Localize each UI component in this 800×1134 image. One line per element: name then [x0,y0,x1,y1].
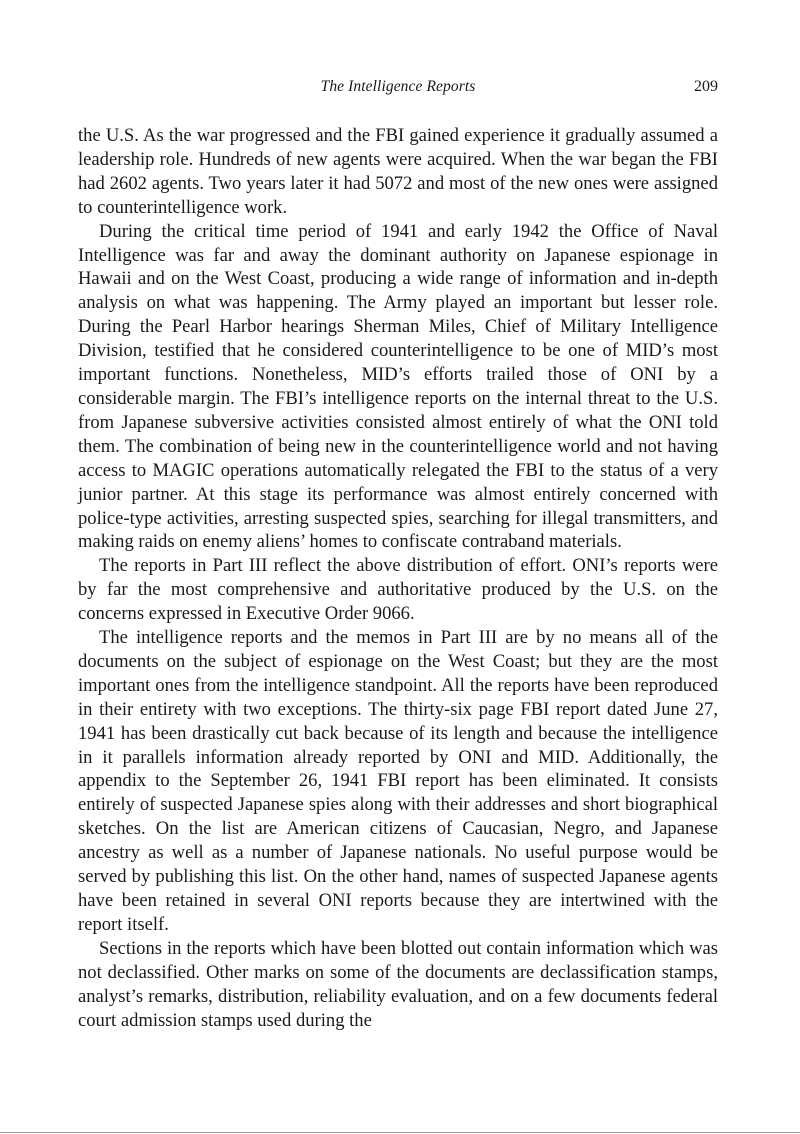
page-number: 209 [694,78,718,95]
scan-edge-line [0,1132,800,1133]
paragraph-continued: the U.S. As the war progressed and the FBI gained experience it gradually assumed a leadership role. Hundreds of new agents were acquired. When the war began the FBI had 2602 agents. Two years later it had 5072 and most of the new ones were assigned to counterintelligence work. [78,125,718,218]
running-title: The Intelligence Reports [320,78,476,95]
body-text [78,124,718,1032]
paragraph: Sections in the reports which have been blotted out contain information which was not declassified. Other marks on some of the documents are declassification stamps, analyst’s remarks, distribution, reliability evaluation, and on a few documents federal court admission stamps used during the [78,937,718,1031]
running-head [78,78,718,102]
paragraph: During the critical time period of 1941 and early 1942 the Office of Naval Intelligence was far and away the dominant authority on Japanese espionage in Hawaii and on the West Coast, producing a wide range of information and in-depth analysis on what was happening. The Army played an important but lesser role. During the Pearl Harbor hearings Sherman Miles, Chief of Military Intelligence Division, testified that he considered counterintelligence to be one of MID’s most important functions. Nonetheless, MID’s efforts trailed those of ONI by a considerable margin. The FBI’s intelligence reports on the internal threat to the U.S. from Japanese subversive activities consisted almost entirely of what the ONI told them. The combination of being new in the counterintelligence world and not having access to MAGIC operations automatically relegated the FBI to the status of a very junior partner. At this stage its performance was almost entirely concerned with police-type activities, arresting suspected spies, searching for illegal transmitters, and making raids on enemy aliens’ homes to confiscate contraband materials. [78,220,718,553]
paragraph: The reports in Part III reflect the above distribution of effort. ONI’s reports were by far the most comprehensive and authoritative produced by the U.S. on the concerns expressed in Executive Order 9066. [78,555,718,625]
paragraph: The intelligence reports and the memos in Part III are by no means all of the documents on the subject of espionage on the West Coast; but they are the most important ones from the intelligence standpoint. All the reports have been reproduced in their entirety with two exceptions. The thirty-six page FBI report dated June 27, 1941 has been drastically cut back because of its length and because the intelligence in it parallels information already reported by ONI and MID. Additionally, the appendix to the September 26, 1941 FBI report has been eliminated. It consists entirely of suspected Japanese spies along with their addresses and short biographical sketches. On the list are American citizens of Caucasian, Negro, and Japanese ancestry as well as a number of Japanese nationals. No useful purpose would be served by publishing this list. On the other hand, names of suspected Japanese agents have been retained in several ONI reports because they are intertwined with the report itself. [78,627,718,935]
